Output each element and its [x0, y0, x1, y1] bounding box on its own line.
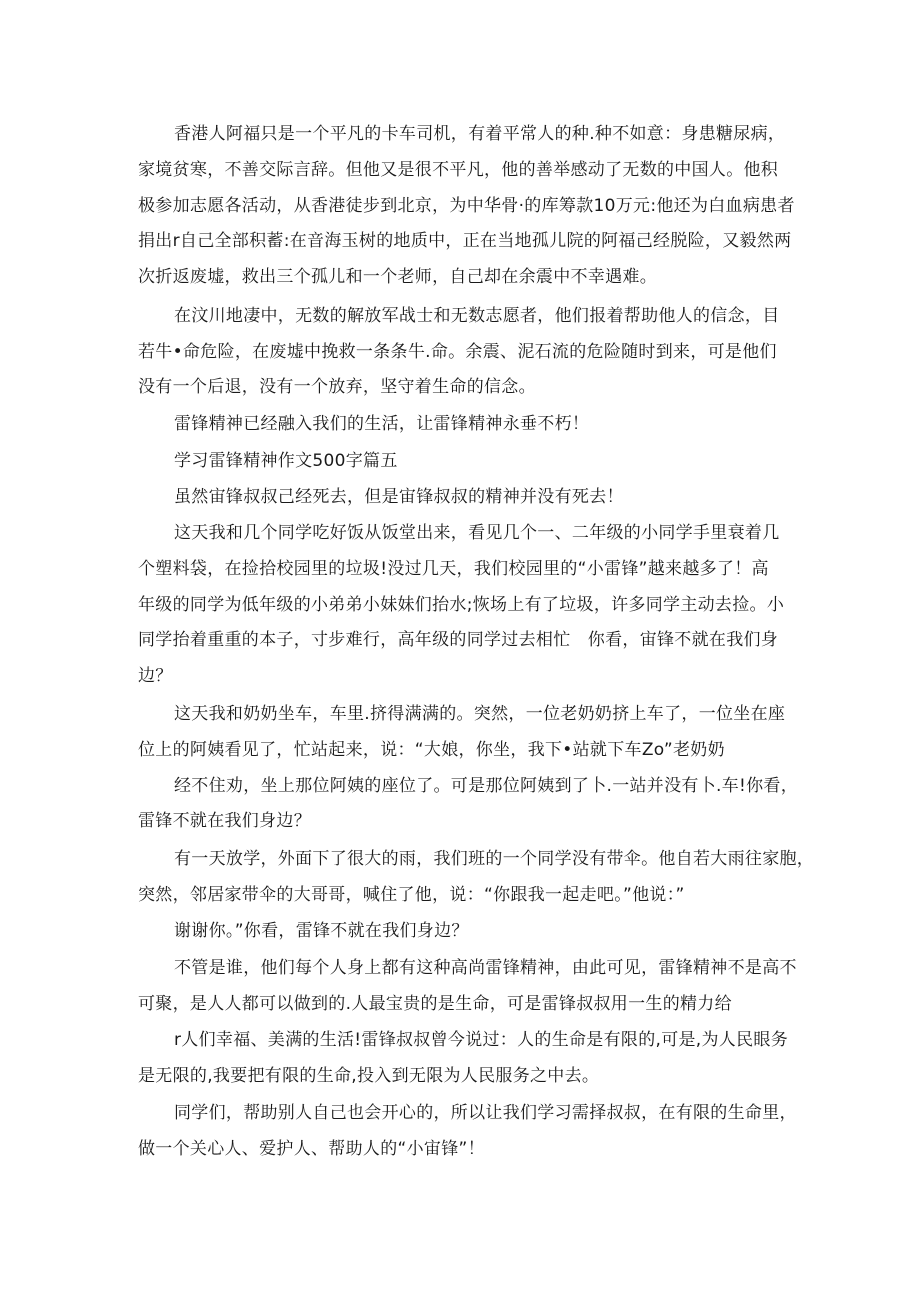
- text-line: 若牛•命危险，在废墟中挽救一条条牛.命。余震、泥石流的危险随时到来，可是他们: [138, 342, 777, 362]
- text-line: 谢谢你。”你看，雷锋不就在我们身边？: [174, 921, 469, 941]
- text-line: 突然，邻居家带伞的大哥哥，喊住了他，说：“你跟我一起走吧。”他说：”: [138, 885, 685, 905]
- text-line: 雷锋精神已经融入我们的生活，让雷锋精神永垂不朽！: [174, 414, 590, 434]
- text-line: 同学们，帮助别人自己也会开心的，所以让我们学习需择叔叔，在有限的生命里，: [174, 1103, 797, 1123]
- text-line: 边？: [138, 666, 173, 686]
- text-line: 没有一个后退，没有一个放弃，坚守着生命的信念。: [138, 377, 536, 397]
- section-heading: 学习雷锋精神作文500字篇五: [174, 451, 398, 471]
- text-line: 位上的阿姨看见了，忙站起来，说：“大娘，你坐，我下•站就下车Zo”老奶奶: [138, 740, 725, 760]
- text-line: 经不住劝，坐上那位阿姨的座位了。可是那位阿姨到了卜.一站并没有卜.车!你看，: [174, 776, 799, 796]
- text-line: 在汶川地凄中，无数的解放军战士和无数志愿者，他们报着帮助他人的信念，目: [174, 306, 780, 326]
- text-line: 捐出r自己全部积蓄:在音海玉树的地质中，正在当地孤儿院的阿福己经脱险，又毅然两: [138, 231, 792, 251]
- text-line: r人们幸福、美满的生活!雷锋叔叔曾今说过：人的生命是有限的,可是,为人民眼务: [174, 1030, 789, 1050]
- text-line: 不管是谁，他们每个人身上都有这种高尚雷锋精神，由此可见，雷锋精神不是高不: [174, 958, 797, 978]
- text-line: 有一天放学，外面下了很大的雨，我们班的一个同学没有带伞。他自若大雨往家胞，: [174, 849, 815, 869]
- text-line: 香港人阿福只是一个平凡的卡车司机，有着平常人的种.种不如意：身患糖尿病，: [174, 124, 786, 144]
- text-line: 个塑料袋，在捡拾校园里的垃圾!没过几天，我们校园里的“小雷锋”越来越多了！高: [138, 559, 769, 579]
- text-line: 可聚，是人人都可以做到的.人最宝贵的是生命，可是雷锋叔叔用一生的精力给: [138, 994, 732, 1014]
- text-line: 同学抬着重重的本子，寸步难行，高年级的同学过去相忙 你看，宙锋不就在我们身: [138, 630, 779, 650]
- text-line: 次折返废墟，救出三个孤儿和一个老师，自己却在余震中不幸遇难。: [138, 267, 657, 287]
- text-line: 这天我和几个同学吃好饭从饭堂出来，看见几个一、二年级的小同学手里衰着几: [174, 523, 780, 543]
- text-line: 极参加志愿各活动，从香港徒步到北京，为中华骨·的库筹款10万元:他还为白血病患者: [138, 196, 795, 216]
- text-line: 做一个关心人、爱护人、帮助人的“小宙锋”！: [138, 1139, 485, 1159]
- text-line: 这天我和奶奶坐车，车里.挤得满满的。突然，一位老奶奶挤上车了，一位坐在座: [174, 704, 786, 724]
- text-line: 年级的同学为低年级的小弟弟小妹妹们抬水;恢场上有了垃圾，许多同学主动去捡。小: [138, 595, 785, 615]
- text-line: 雷锋不就在我们身边？: [138, 811, 311, 831]
- text-line: 家境贫寒，不善交际言辞。但他又是很不平凡，他的善举感动了无数的中国人。他积: [138, 160, 779, 180]
- text-line: 是无限的,我要把有限的生命,投入到无限为人民服务之中去。: [138, 1066, 600, 1086]
- text-line: 虽然宙锋叔叔己经死去，但是宙锋叔叔的精神并没有死去！: [174, 487, 624, 507]
